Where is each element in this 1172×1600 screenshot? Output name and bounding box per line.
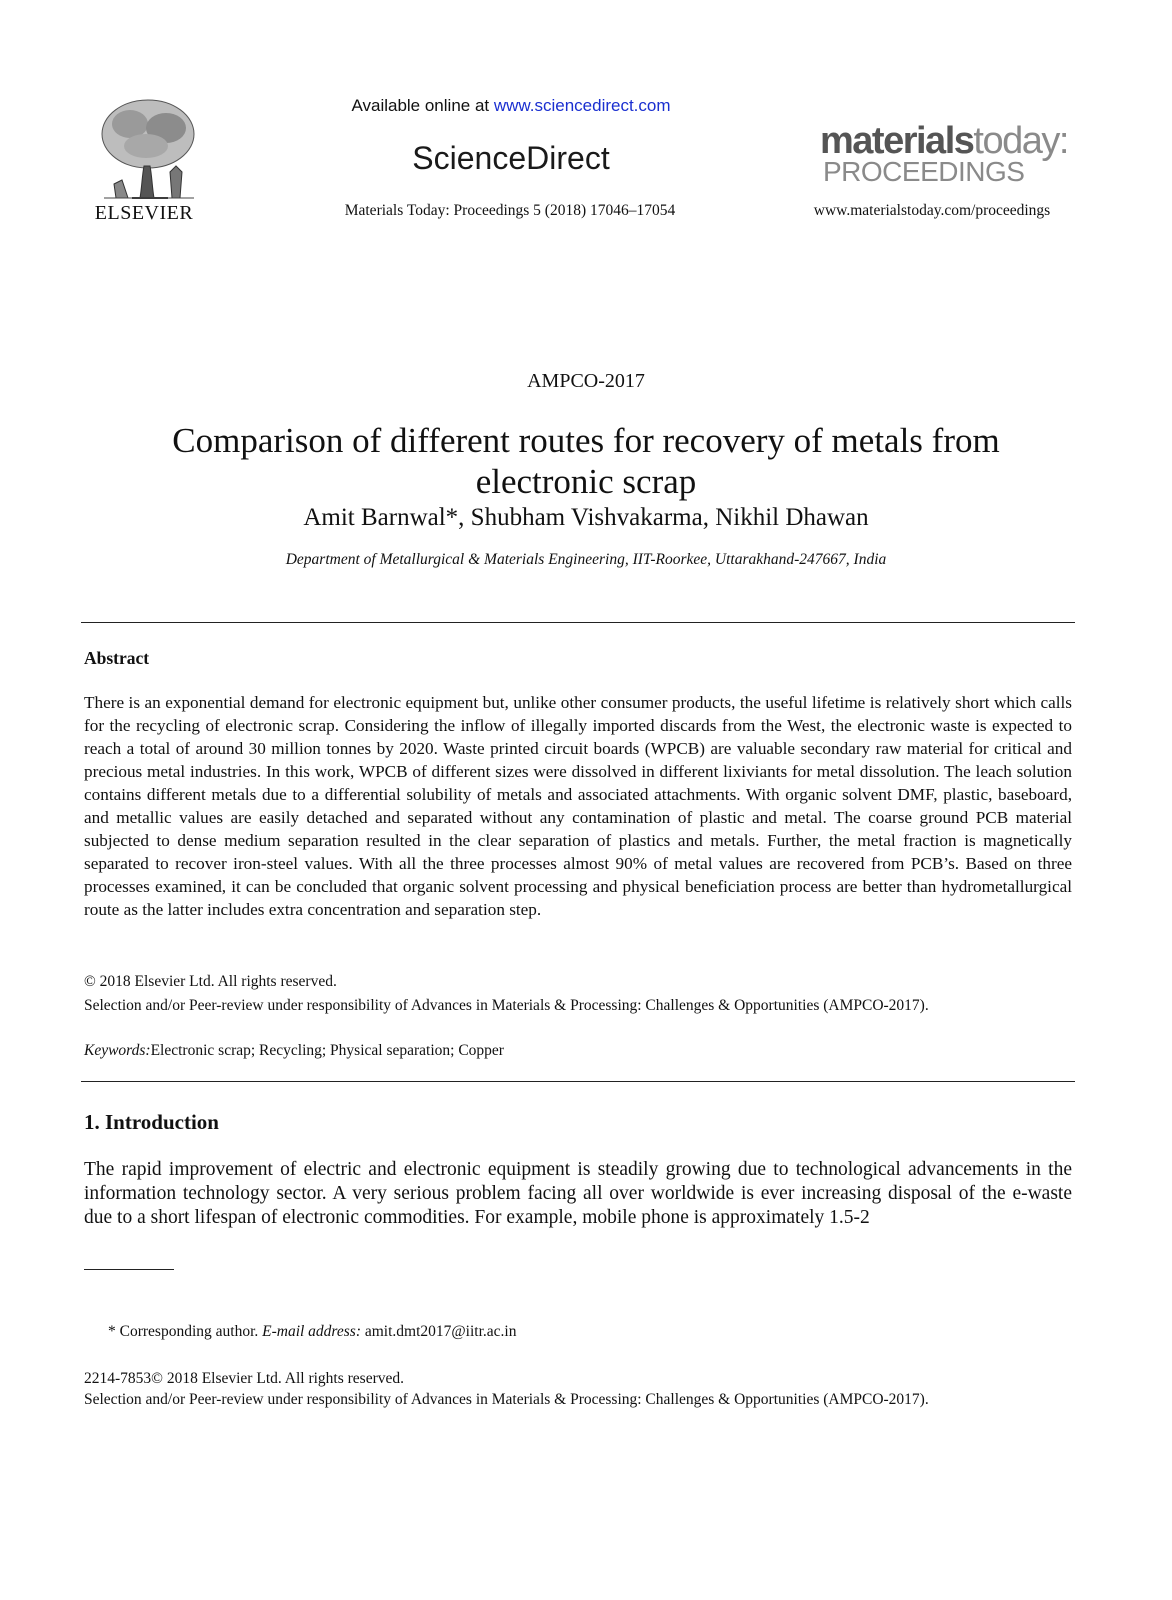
- corresponding-author-footnote: [108, 1323, 516, 1341]
- abstract-text: There is an exponential demand for electronic equipment but, unlike other consumer products, the useful lifetime is relatively short which calls for the recycling of electronic scrap. Considering the inflow of illegally imported discards from the West, the electronic waste is expected to reach a total of around 30 million tonnes by 2020. Waste printed circuit boards (WPCB) are valuable secondary raw material for critical and precious metal industries. In this work, WPCB of different sizes were dissolved in different lixiviants for metal dissolution. The leach solution contains different metals due to a differential solubility of metals and associated attachments. With organic solvent DMF, plastic, baseboard, and metallic values are easily detached and separated without any contamination of plastic and metal. The coarse ground PCB material subjected to dense medium separation resulted in the clear separation of plastics and metals. Further, the metal fraction is magnetically separated to recover iron-steel values. With all the three processes almost 90% of metal values are recovered from PCB’s. Based on three processes examined, it can be concluded that organic solvent processing and physical beneficiation process are better than hydrometallurgical route as the latter includes extra concentration and separation step.: [84, 693, 1072, 919]
- sciencedirect-link[interactable]: www.sciencedirect.com: [493, 96, 671, 115]
- keywords-label: Keywords:: [84, 1042, 151, 1059]
- footnote-prefix: * Corresponding author.: [108, 1323, 263, 1340]
- author-list: Amit Barnwal*, Shubham Vishvakarma, Nikhil Dhawan: [303, 504, 869, 531]
- divider: [81, 622, 1075, 623]
- keywords-list: Electronic scrap; Recycling; Physical separation; Copper: [150, 1042, 504, 1059]
- elsevier-wordmark: ELSEVIER: [94, 202, 194, 224]
- issn-line: 2214-7853© 2018 Elsevier Ltd. All rights reserved.: [84, 1370, 404, 1387]
- abstract-peer-review: Selection and/or Peer-review under responsibility of Advances in Materials & Processing: Challenges & Opportunities (AMPCO-2017).: [84, 997, 929, 1014]
- journal-url: www.materialstoday.com/proceedings: [813, 202, 1051, 219]
- introduction-text: The rapid improvement of electric and electronic equipment is steadily growing due to technological advancements in the information technology sector. A very serious problem facing all over worldwide is ever increasing disposal of the e-waste due to a short lifespan of electronic commodities. For example, mobile phone is approximately 1.5-2: [84, 1159, 1072, 1228]
- mt-logo-today: today:: [973, 120, 1068, 162]
- footer-peer-review: Selection and/or Peer-review under responsibility of Advances in Materials & Processing: Challenges & Opportunities (AMPCO-2017).: [84, 1391, 929, 1408]
- mt-logo-materials: materials: [820, 120, 974, 162]
- footnote-email: amit.dmt2017@iitr.ac.in: [361, 1323, 517, 1340]
- divider: [81, 1081, 1075, 1082]
- sciencedirect-title: ScienceDirect: [412, 140, 610, 176]
- mt-logo-proceedings: PROCEEDINGS: [823, 156, 1025, 187]
- elsevier-logo: [84, 94, 214, 228]
- footnote-divider: [84, 1269, 174, 1270]
- abstract-copyright: © 2018 Elsevier Ltd. All rights reserved.: [84, 973, 337, 990]
- journal-reference: Materials Today: Proceedings 5 (2018) 17046–17054: [344, 202, 676, 219]
- section-heading-introduction: 1. Introduction: [84, 1110, 219, 1134]
- conference-name: AMPCO-2017: [527, 370, 645, 392]
- abstract-heading: Abstract: [84, 648, 150, 668]
- available-prefix: Available online at: [351, 96, 494, 115]
- materials-today-logo: [820, 120, 1070, 190]
- footnote-email-label: E-mail address:: [262, 1323, 361, 1340]
- affiliation: Department of Metallurgical & Materials Engineering, IIT-Roorkee, Uttarakhand-247667, India: [285, 551, 887, 568]
- available-online-line: [330, 96, 692, 116]
- keywords: [84, 1042, 504, 1060]
- paper-title: Comparison of different routes for recovery of metals from electronic scrap: [172, 421, 1000, 501]
